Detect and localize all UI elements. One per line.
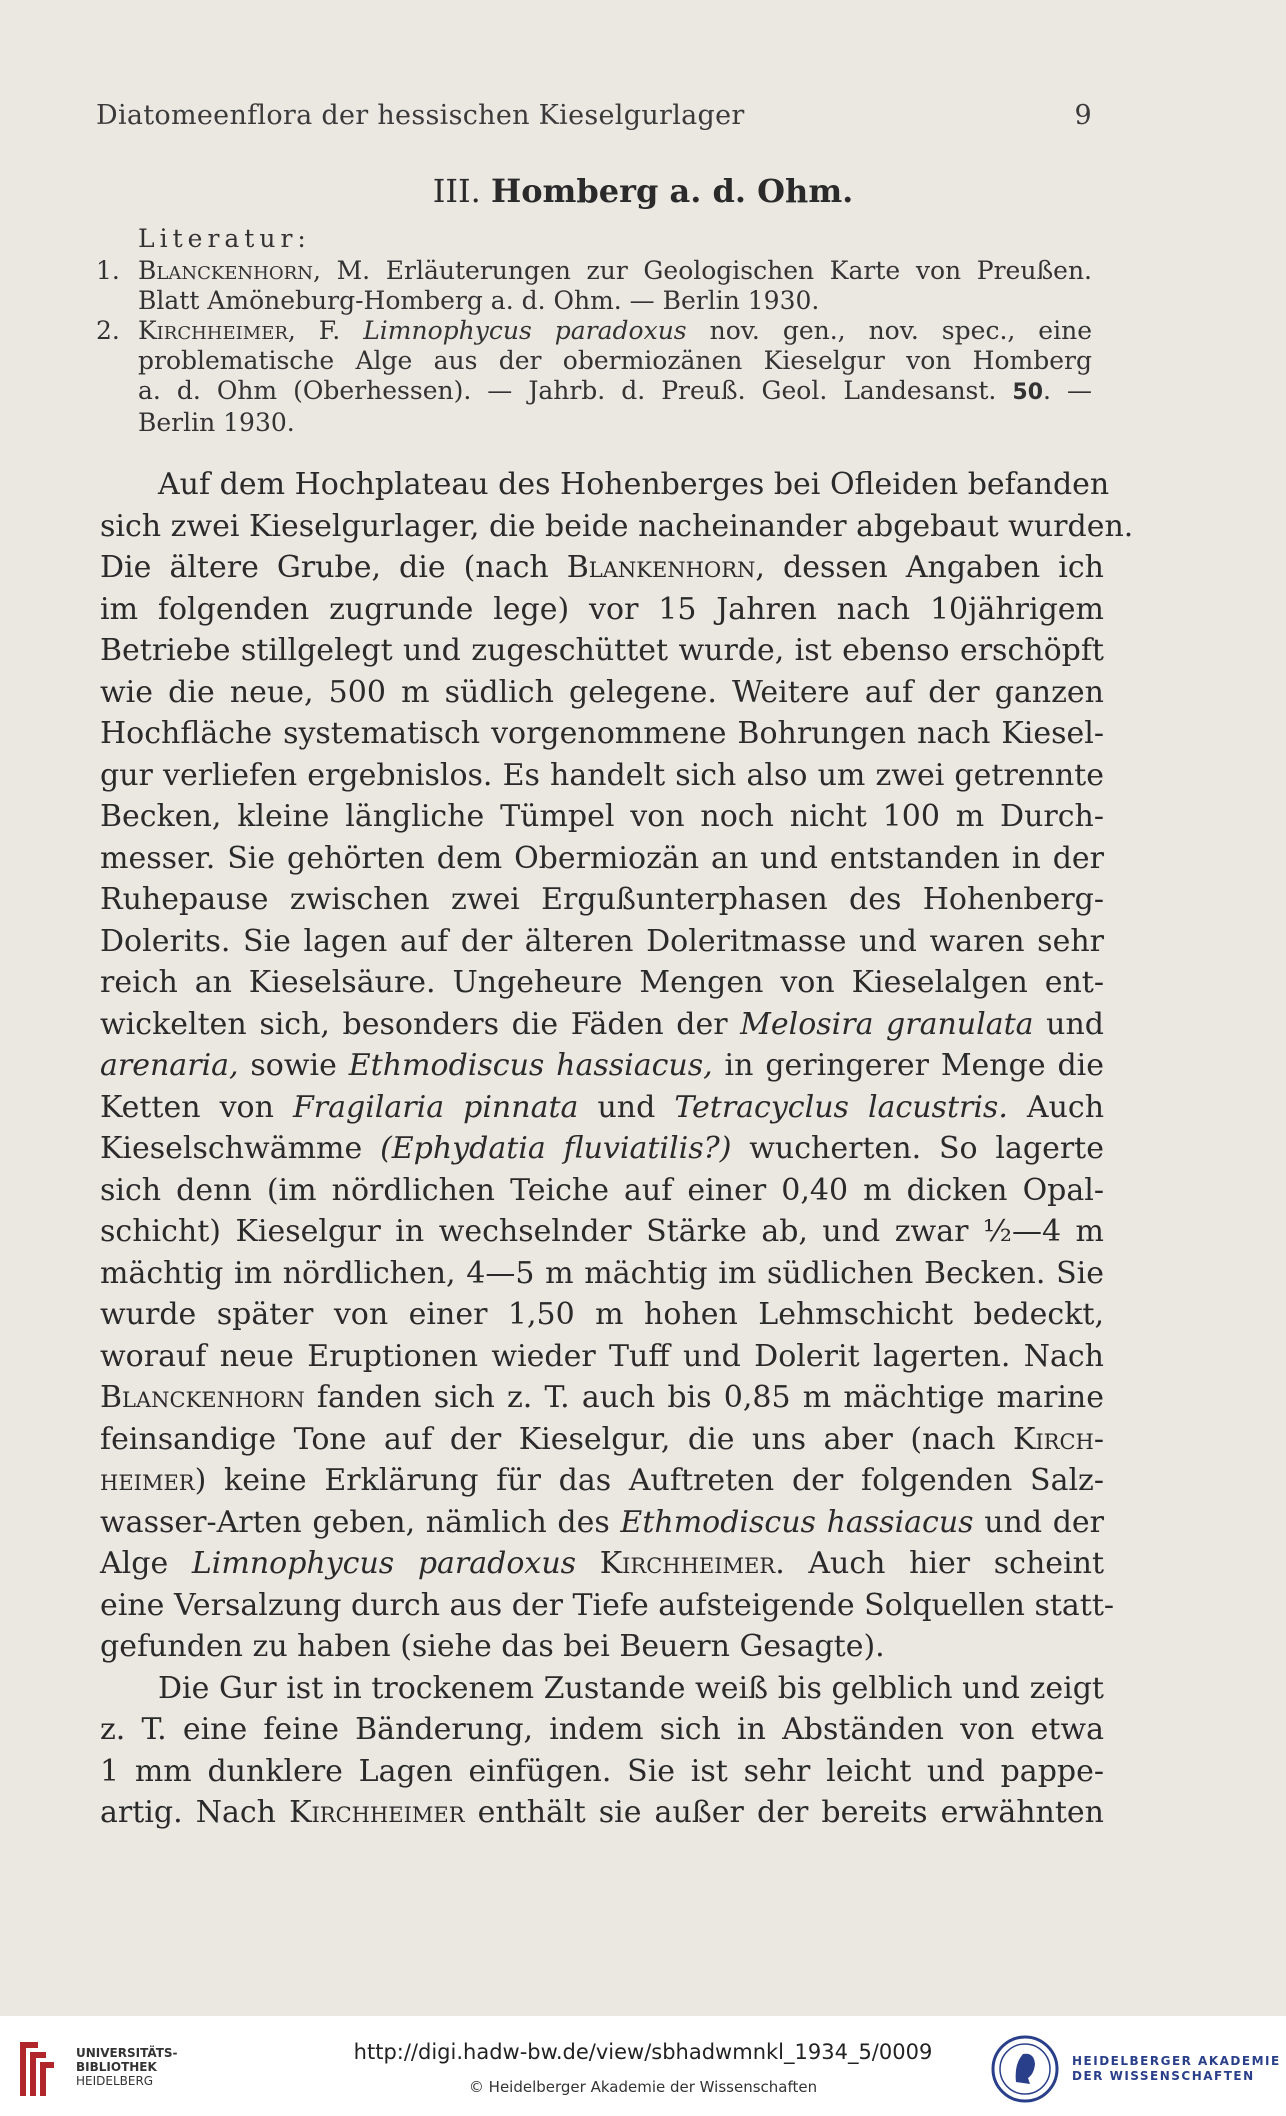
reference-line: Blanckenhorn, M. Erläuterungen zur Geologischen Karte von Preußen.	[138, 256, 1092, 285]
text-line: mächtig im nördlichen, 4—5 m mächtig im südlichen Becken. Sie	[100, 1255, 1104, 1291]
text-line: wie die neue, 500 m südlich gelegene. Weitere auf der ganzen	[100, 674, 1104, 710]
text-line: artig. Nach Kirchheimer enthält sie außer der bereits erwähnten	[100, 1795, 1104, 1830]
text-line: Hochfläche systematisch vorgenommene Bohrungen nach Kiesel-	[100, 716, 1104, 751]
text-line: Ketten von Fragilaria pinnata und Tetracyclus lacustris. Auch	[100, 1089, 1105, 1125]
copyright-notice: © Heidelberger Akademie der Wissenschaften	[468, 2078, 818, 2096]
reference-line: problematische Alge aus der obermiozänen Kieselgur von Homberg	[138, 346, 1092, 375]
source-url-link[interactable]: http://digi.hadw-bw.de/view/sbhadwmnkl_1934_5/0009	[353, 2040, 933, 2064]
text-line: wickelten sich, besonders die Fäden der Melosira granulata und	[100, 1006, 1104, 1042]
section-name: Homberg a. d. Ohm.	[490, 172, 854, 210]
library-name: UNIVERSITÄTS- BIBLIOTHEK HEIDELBERG	[76, 2046, 178, 2088]
reference-line: Berlin 1930.	[138, 408, 295, 437]
text-line: wurde später von einer 1,50 m hohen Lehmschicht bedeckt,	[100, 1297, 1104, 1332]
text-line: eine Versalzung durch aus der Tiefe aufsteigende Solquellen statt-	[100, 1587, 1115, 1623]
text-line: Auf dem Hochplateau des Hohenberges bei Ofleiden befanden	[158, 467, 1110, 502]
academy-seal-icon	[990, 2034, 1060, 2104]
text-line: z. T. eine feine Bänderung, indem sich in Abständen von etwa	[100, 1712, 1104, 1747]
reference-list	[96, 256, 1092, 438]
text-line: Ruhepause zwischen zwei Ergußunterphasen des Hohenberg-	[100, 882, 1104, 917]
text-line: gur verliefen ergebnislos. Es handelt sich also um zwei getrennte	[100, 757, 1104, 793]
text-line: 1 mm dunklere Lagen einfügen. Sie ist sehr leicht und pappe-	[100, 1753, 1104, 1789]
reference-line: Blatt Amöneburg-Homberg a. d. Ohm. — Berlin 1930.	[138, 286, 820, 315]
text-line: schicht) Kieselgur in wechselnder Stärke ab, und zwar ½—4 m	[100, 1214, 1104, 1249]
section-title	[0, 172, 1286, 210]
text-line: heimer) keine Erklärung für das Auftreten der folgenden Salz-	[100, 1463, 1104, 1498]
text-line: messer. Sie gehörten dem Obermiozän an und entstanden in der	[100, 840, 1104, 876]
text-line: Betriebe stillgelegt und zugeschüttet wurde, ist ebenso erschöpft	[100, 633, 1104, 668]
academy-name: HEIDELBERGER AKADEMIE DER WISSENSCHAFTEN	[1072, 2054, 1281, 2083]
text-line: feinsandige Tone auf der Kieselgur, die uns aber (nach Kirch-	[100, 1421, 1104, 1457]
literature-heading: Literatur:	[138, 224, 311, 253]
reference-line: a. d. Ohm (Oberhessen). — Jahrb. d. Preuß. Geol. Landesanst. 50. —	[138, 376, 1092, 405]
text-line: reich an Kieselsäure. Ungeheure Mengen von Kieselalgen ent-	[100, 965, 1104, 1000]
text-line: Die Gur ist in trockenem Zustande weiß bis gelblich und zeigt	[158, 1670, 1104, 1706]
reference-number: 2.	[96, 316, 120, 345]
running-title: Diatomeenflora der hessischen Kieselgurlager	[96, 100, 745, 131]
reference-entry	[96, 256, 1092, 316]
page-number: 9	[1074, 100, 1092, 131]
text-line: Alge Limnophycus paradoxus Kirchheimer. Auch hier scheint	[100, 1546, 1104, 1581]
reference-number: 1.	[96, 256, 120, 285]
section-numeral: III.	[432, 172, 481, 210]
text-line: Dolerits. Sie lagen auf der älteren Doleritmasse und waren sehr	[100, 923, 1104, 959]
running-header	[96, 100, 1092, 131]
text-line: worauf neue Eruptionen wieder Tuff und Dolerit lagerten. Nach	[100, 1338, 1104, 1374]
text-line: gefunden zu haben (siehe das bei Beuern Gesagte).	[100, 1629, 885, 1664]
text-line: Blanckenhorn fanden sich z. T. auch bis 0,85 m mächtige marine	[100, 1380, 1104, 1415]
text-line: im folgenden zugrunde lege) vor 15 Jahren nach 10jährigem	[100, 591, 1104, 627]
text-line: sich denn (im nördlichen Teiche auf einer 0,40 m dicken Opal-	[100, 1172, 1104, 1208]
reference-entry	[96, 316, 1092, 438]
text-line: sich zwei Kieselgurlager, die beide nacheinander abgebaut wurden.	[100, 508, 1134, 544]
body-text	[100, 464, 1134, 1834]
text-line: arenaria, sowie Ethmodiscus hassiacus, in geringerer Menge die	[100, 1048, 1104, 1083]
text-line: Die ältere Grube, die (nach Blankenhorn, dessen Angaben ich	[100, 550, 1104, 585]
text-line: wasser-Arten geben, nämlich des Ethmodiscus hassiacus und der	[100, 1504, 1105, 1540]
footer-bar	[0, 2016, 1286, 2116]
text-line: Kieselschwämme (Ephydatia fluviatilis?) wucherten. So lagerte	[100, 1131, 1104, 1166]
reference-line: Kirchheimer, F. Limnophycus paradoxus nov. gen., nov. spec., eine	[138, 316, 1092, 345]
text-line: Becken, kleine längliche Tümpel von noch nicht 100 m Durch-	[100, 799, 1104, 834]
